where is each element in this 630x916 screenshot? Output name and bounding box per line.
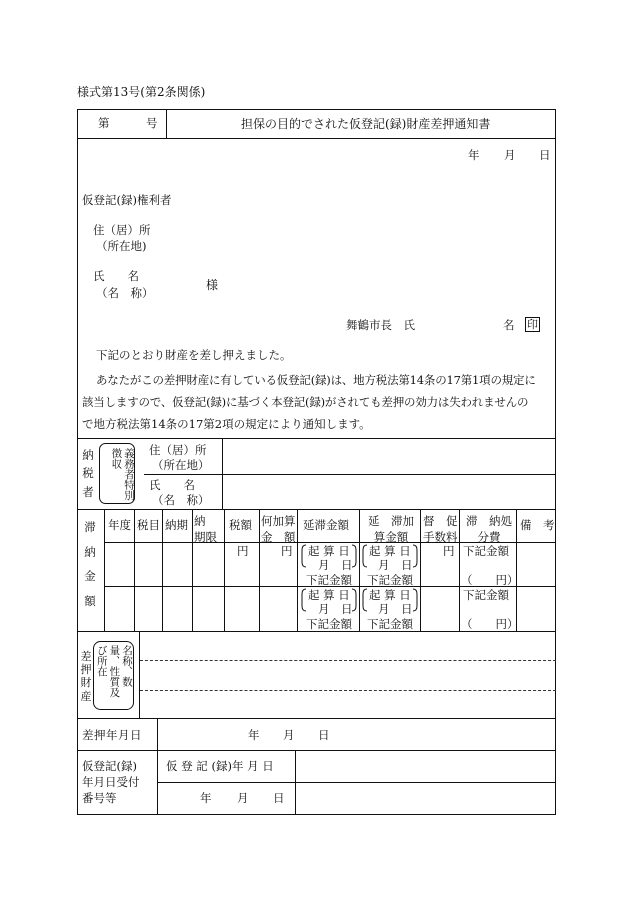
seizure-month: 月 [283,728,295,742]
col-additional-tax: 何加算金 額 [261,514,296,544]
seized-side-label: 差押財産 [80,650,92,703]
body-paragraph-2-line-2: 該当しますので、仮登記(録)に基づく本登記(録)がされても差押の効力は失われませんの [82,395,529,409]
provisional-date-label: 仮 登 記 (録)年 月 日 [166,759,274,773]
col-disposal-cost: 滞 納処分費 [466,514,512,544]
row2-delay-calc-start: 起 算 日 [308,588,350,602]
seizure-year: 年 [248,728,260,742]
date-year: 年 [468,148,480,162]
issuer-name-label: 名 [503,318,515,332]
provisional-day: 日 [273,791,285,805]
row2-delayadd-below: 下記金額 [367,617,413,631]
issuer-title: 舞鶴市長 氏 [346,318,415,332]
seized-dotted-line-2 [140,690,556,691]
date-day: 日 [539,148,551,162]
addressee-name-label: 氏 名 [93,269,139,283]
seizure-date-label: 差押年月日 [82,728,142,742]
col-deadline: 納 期限 [194,514,217,544]
date-month: 月 [504,148,516,162]
row1-delay-below: 下記金額 [306,573,352,587]
addressee-address-label: 住（居）所 [93,223,151,237]
row1-delay-calc-start: 起 算 日 [308,544,350,558]
provisional-label-line-1: 仮登記(録) [82,759,137,773]
body-paragraph-2-line-3: で地方税法第14条の17第2項の規定により通知します。 [82,417,371,431]
document-title: 担保の目的でされた仮登記(録)財産差押通知書 [241,117,491,131]
provisional-label-line-3: 番号等 [82,791,117,805]
addressee-name-sub: （名 称） [96,286,154,300]
addressee-address-sub: （所在地) [96,239,147,253]
row2-disposal-below: 下記金額 [463,588,509,602]
taxpayer-side-label: 納税者 [82,448,94,499]
taxpayer-address-label: 住（居）所 [149,443,207,457]
number-label: 第 [98,116,110,130]
taxpayer-address-sub: （所在地） [152,458,210,472]
addressee-heading: 仮登記(録)権利者 [82,193,172,207]
seizure-day: 日 [318,728,330,742]
row1-fee-yen: 円 [443,544,455,558]
col-year: 年度 [108,518,131,532]
honorific: 様 [206,278,219,292]
form-frame [78,110,556,815]
provisional-year: 年 [200,791,212,805]
row1-delayadd-calc-md: 月 日 [378,558,413,572]
row1-disposal-below: 下記金額 [463,544,509,558]
row1-tax-yen: 円 [237,544,249,558]
form-id: 様式第13号(第2条関係) [77,85,206,99]
body-paragraph-2-line-1: あなたがこの差押財産に有している仮登記(録)は、地方税法第14条の17第1項の規定に [96,373,536,387]
provisional-label-line-2: 年月日受付 [82,775,140,789]
row1-delayadd-calc-start: 起 算 日 [369,544,411,558]
row1-disposal-paren: （ 円） [461,573,519,587]
row2-delay-calc-md: 月 日 [318,602,353,616]
col-delay-additional: 延 滞加算金額 [368,514,414,544]
row1-delay-calc-md: 月 日 [318,558,353,572]
col-tax-item: 税目 [137,518,160,532]
row2-delayadd-calc-start: 起 算 日 [369,588,411,602]
number-suffix: 号 [146,116,158,130]
seized-bracket-text: 名称、数量、性質及び所在 [95,645,133,698]
row2-disposal-paren: （ 円） [461,617,519,631]
taxpayer-name-label: 氏 名 [149,478,195,492]
seized-dotted-line-1 [140,660,556,661]
arrears-side-label: 滞納金額 [84,520,96,609]
row2-delay-below: 下記金額 [306,617,352,631]
seal-box: 印 [527,318,538,331]
row2-delayadd-calc-md: 月 日 [378,602,413,616]
taxpayer-name-sub: （名 称） [152,493,210,507]
body-paragraph-1: 下記のとおり財産を差し押えました。 [96,348,292,362]
col-reminder-fee: 督 促手数料 [423,514,458,544]
provisional-month: 月 [237,791,249,805]
taxpayer-bracket-text: 義務者特別徴収 [110,448,135,501]
col-delay-charge: 延滞金額 [303,518,349,532]
row1-delayadd-below: 下記金額 [367,573,413,587]
col-period: 納期 [165,518,188,532]
col-remarks: 備 考 [520,518,555,532]
row1-addtax-yen: 円 [281,544,293,558]
col-tax-amount: 税額 [229,518,252,532]
